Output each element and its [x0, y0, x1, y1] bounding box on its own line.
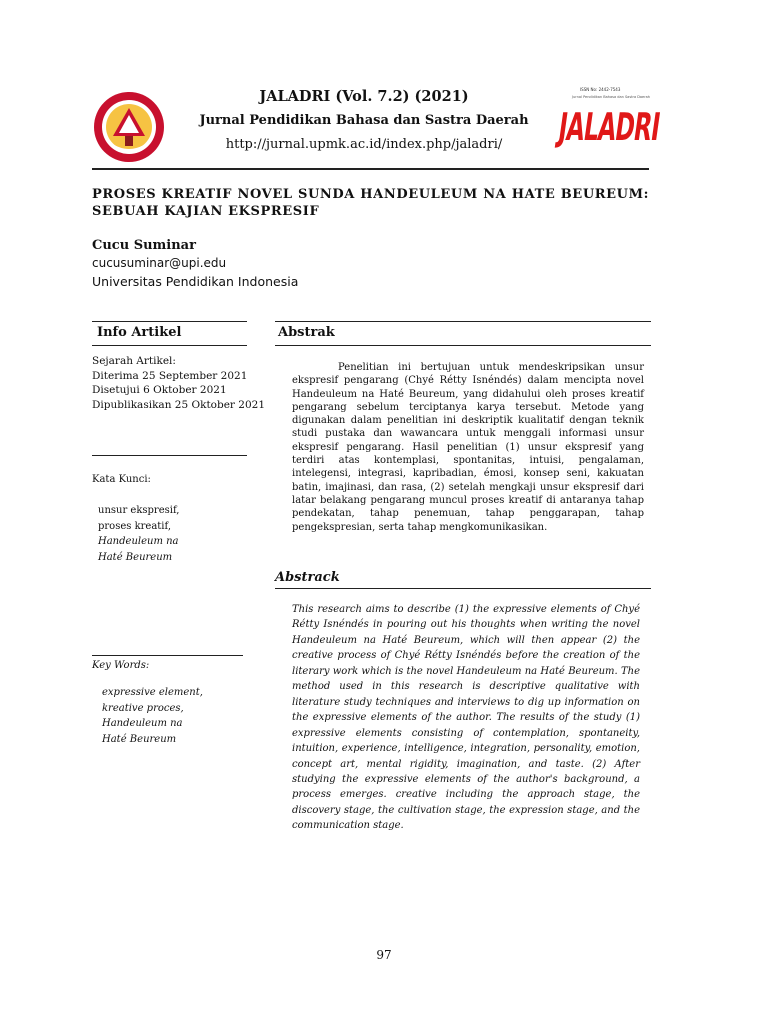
journal-name: Jurnal Pendidikan Bahasa dan Sastra Daerah: [199, 113, 529, 128]
info-rule-bottom: [92, 345, 247, 346]
logo-wordmark: JALADRI: [555, 105, 663, 149]
keyword-en-item: Haté Beureum: [102, 733, 177, 745]
article-title: PROSES KREATIF NOVEL SUNDA HANDEULEUM NA HATE BEUREUM: SEBUAH KAJIAN EKSPRESIF: [92, 187, 649, 219]
author-email[interactable]: cucusuminar@upi.edu: [92, 256, 227, 270]
university-seal-logo: [92, 90, 166, 164]
logo-tagline: Jurnal Pendidikan Bahasa dan Sastra Daerah: [572, 95, 651, 99]
author-affiliation: Universitas Pendidikan Indonesia: [92, 274, 299, 289]
abstract-heading: Abstrak: [278, 325, 335, 340]
abstract-rule-bottom: [275, 345, 651, 346]
keyword-en-item: Handeuleum na: [102, 718, 183, 729]
keywords-en-list: [102, 685, 203, 747]
abstract-en-text: This research aims to describe (1) the expressive elements of Chyé Rétty Isnéndés in pouring out his thoughts when writing the novel Handeuleum na Haté Beureum, which will then appear (2) the creative process of Chyé Rétty Isnéndés before the creation of the literary work which is the novel Handeuleum na Haté Beureum. The method used in this research is descriptive qualitative with literature study techniques and interviews to dig up information on the expressive elements of the author. The results of the study (1) expressive elements consisting of contemplation, spontaneity, intuition, experience, intelligence, integration, personality, emotion, concept art, mental rigidity, imagination, and taste. (2) After studying the expressive elements of the author's background, a process emerges. creative including the approach stage, the discovery stage, the cultivation stage, the expression stage, and the communication stage.: [292, 604, 640, 832]
history-label: Sejarah Artikel:: [92, 355, 176, 367]
info-rule-top: [92, 321, 247, 322]
keyword-en-item: kreative proces,: [102, 702, 184, 714]
page-number: 97: [376, 948, 392, 962]
keyword-item: Handeuleum na: [98, 536, 179, 547]
author-name: Cucu Suminar: [92, 238, 196, 253]
info-heading: Info Artikel: [97, 325, 182, 340]
keyword-item: proses kreatif,: [98, 520, 172, 532]
logo-isbn: ISSN No: 2442-7543: [580, 87, 621, 92]
abstract-en-rule: [275, 588, 651, 589]
keyword-item: Haté Beureum: [98, 551, 173, 563]
abstract-rule-top: [275, 321, 651, 322]
keywords-label: Kata Kunci:: [92, 474, 151, 485]
journal-url[interactable]: http://jurnal.upmk.ac.id/index.php/jaladri/: [225, 137, 503, 152]
history-received: Diterima 25 September 2021: [92, 369, 248, 382]
abstract-en-heading: Abstrack: [275, 570, 340, 585]
history-published: Dipublikasikan 25 Oktober 2021: [92, 398, 266, 411]
keyword-item: unsur ekspresif,: [98, 505, 180, 516]
keywords-en-label: Key Words:: [92, 660, 150, 671]
info-rule-middle: [92, 455, 247, 456]
keyword-en-item: expressive element,: [102, 687, 203, 698]
keywords-rule: [92, 655, 243, 656]
journal-volume-line: JALADRI (Vol. 7.2) (2021): [259, 88, 469, 105]
abstract-text: Penelitian ini bertujuan untuk mendeskripsikan unsur ekspresif pengarang (Chyé Rétty Isnéndés) dalam mencipta novel Handeuleum na Haté Beureum, yang didahului oleh proses kreatif pengarang sebelum terciptanya karya tersebut. Metode yang digunakan dalam penelitian ini deskriptik kualitatif dengan teknik studi pustaka dan wawancara untuk menggali informasi unsur ekspresif pengarang. Hasil penelitian (1) unsur ekspresif yang terdiri atas kontemplasi, spontanitas, intuisi, pengalaman, intelegensi, integrasi, kapribadian, émosi, konsep seni, kakuatan batin, imajinasi, dan rasa, (2) setelah mengkaji unsur ekspresif dari latar belakang pengarang muncul proses kreatif di antaranya tahap pendekatan, tahap penemuan, tahap penggarapan, tahap pengekspresian, serta tahap mengkomunikasikan.: [292, 362, 644, 533]
history-accepted: Disetujui 6 Oktober 2021: [92, 384, 227, 396]
header-divider: [92, 168, 649, 170]
article-history: [92, 354, 265, 412]
jaladri-logo: [555, 83, 663, 159]
keywords-list: [98, 503, 179, 565]
